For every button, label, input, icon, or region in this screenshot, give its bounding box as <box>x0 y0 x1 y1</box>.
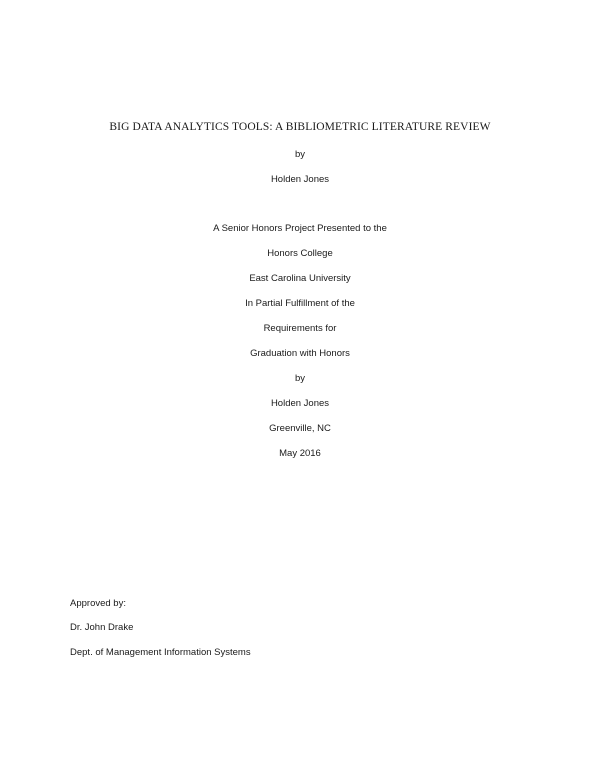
by-line: by <box>294 149 306 160</box>
date: May 2016 <box>279 448 321 459</box>
presentation-line: A Senior Honors Project Presented to the <box>213 223 387 234</box>
by-line: by <box>294 373 306 384</box>
department-name: Dept. of Management Information Systems <box>70 647 251 658</box>
author-name: Holden Jones <box>270 398 330 409</box>
college-name: Honors College <box>267 248 333 259</box>
document-title: BIG DATA ANALYTICS TOOLS: A BIBLIOMETRIC LITERATURE REVIEW <box>109 121 491 133</box>
approver-name: Dr. John Drake <box>70 622 134 633</box>
approved-by-label: Approved by: <box>70 598 126 609</box>
fulfillment-line: In Partial Fulfillment of the <box>245 298 355 309</box>
university-name: East Carolina University <box>249 273 351 284</box>
requirements-line: Requirements for <box>263 323 337 334</box>
graduation-line: Graduation with Honors <box>250 348 350 359</box>
location: Greenville, NC <box>269 423 331 434</box>
author-name: Holden Jones <box>270 174 330 185</box>
